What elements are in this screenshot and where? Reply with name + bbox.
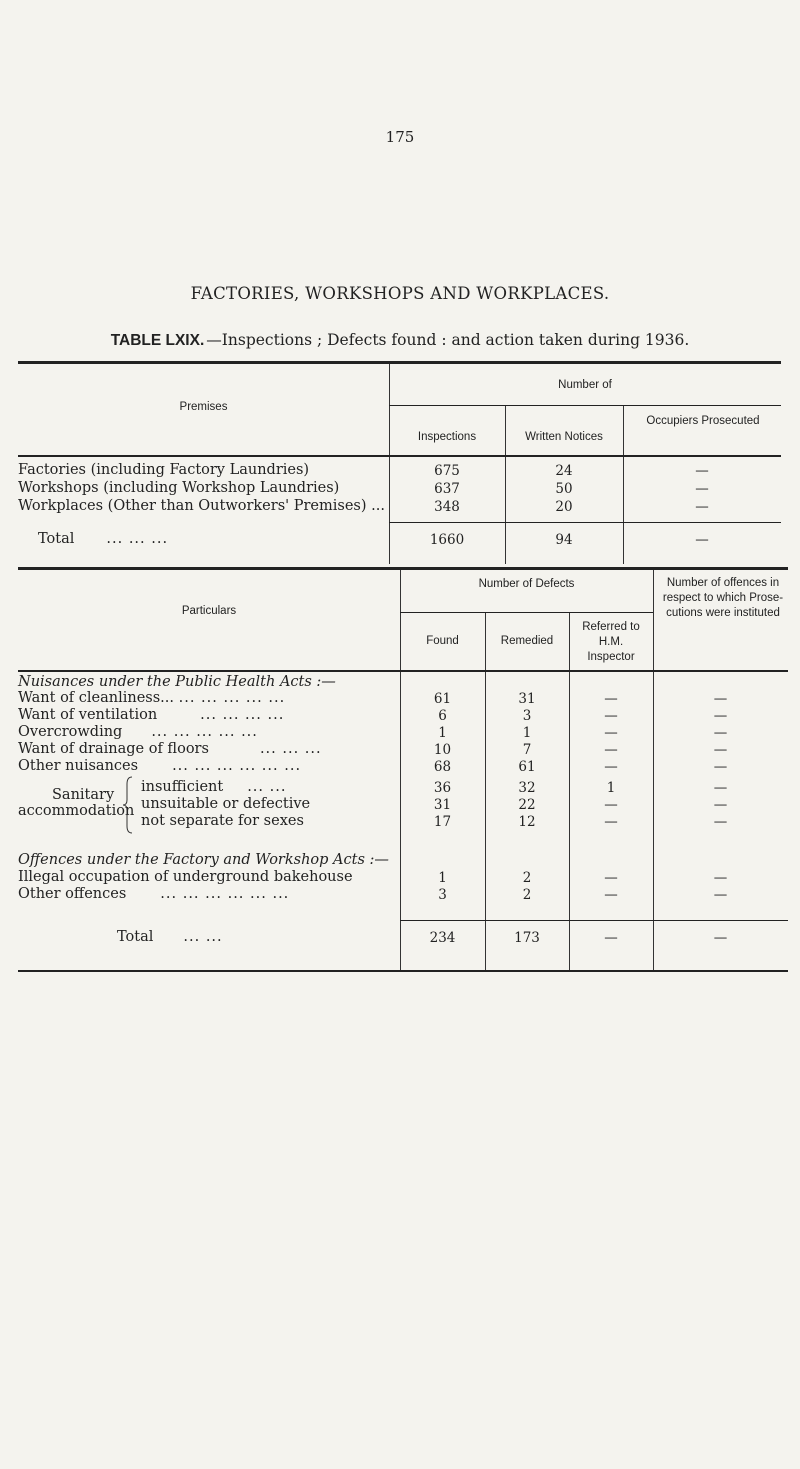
offences-value: —: [713, 759, 728, 775]
notices-total: 94: [555, 532, 573, 548]
found-value: 1: [438, 725, 447, 741]
prosecuted-total: —: [695, 532, 709, 548]
table2-row-label: Want of ventilation ... ... ... ...: [18, 707, 285, 723]
referred-value: —: [604, 797, 618, 813]
inspections-header: Inspections: [417, 431, 477, 443]
table2-row-label: Other offences ... ... ... ... ... ...: [18, 886, 290, 902]
page-title: FACTORIES, WORKSHOPS AND WORKPLACES.: [190, 284, 610, 303]
occupiers-prosecuted-header: Occupiers Prosecuted: [646, 415, 760, 427]
table2-row-label: Want of drainage of floors ... ... ...: [18, 741, 322, 757]
inspections-value: 348: [434, 499, 460, 515]
row-leader: ... ... ... ... ...: [151, 724, 258, 740]
brace-icon: [122, 776, 134, 834]
notices-value: 50: [555, 481, 573, 497]
table2-row-label: Other nuisances ... ... ... ... ... ...: [18, 758, 302, 774]
table2-row-label: Want of cleanliness... ... ... ... ... ...: [18, 690, 286, 706]
referred-value: —: [604, 870, 618, 886]
referred-total: —: [604, 930, 618, 946]
table1-total-label: [38, 531, 168, 547]
referred-value: —: [604, 725, 618, 741]
remedied-value: 22: [518, 797, 536, 813]
found-value: 1: [438, 870, 447, 886]
referred-value: —: [604, 742, 618, 758]
inspections-total: 1660: [429, 532, 465, 548]
found-total: 234: [429, 930, 456, 946]
table1-row-label: Workshops (including Workshop Laundries): [18, 480, 340, 496]
referred-value: —: [604, 759, 618, 775]
found-value: 6: [438, 708, 447, 724]
row-leader: ... ... ... ...: [200, 707, 285, 723]
found-value: 10: [433, 742, 452, 758]
offences-value: —: [713, 780, 728, 796]
offences-value: —: [713, 725, 728, 741]
referred-value: —: [604, 691, 618, 707]
table-caption: [0, 331, 800, 350]
row-leader: ... ...: [247, 779, 287, 795]
table2-top-rule: [18, 567, 788, 570]
sanitary-label: Sanitary: [52, 787, 115, 803]
table2-subheader-rule: [400, 612, 653, 613]
section-heading: Nuisances under the Public Health Acts :—: [18, 674, 336, 690]
offences-header: Number of offences in respect to which Prose-cutions were instituted: [662, 577, 784, 619]
prosecuted-value: —: [695, 481, 709, 497]
referred-value: —: [604, 708, 618, 724]
remedied-header: Remedied: [500, 635, 554, 647]
table2-row-label: not separate for sexes: [141, 813, 304, 829]
found-value: 31: [433, 797, 452, 813]
table-caption-text: —Inspections ; Defects found : and action taken during 1936.: [206, 331, 690, 349]
referred-value: 1: [606, 780, 616, 796]
table1-total-rule: [389, 522, 781, 523]
table2-row-label: Overcrowding ... ... ... ... ...: [18, 724, 258, 740]
referred-header: Referred to H.M. Inspector: [582, 621, 640, 663]
page-number: 175: [385, 128, 415, 146]
row-leader: ... ... ... ... ...: [178, 690, 286, 706]
table2-header-rule: [18, 670, 788, 672]
inspections-value: 637: [434, 481, 460, 497]
table2-row-label: Illegal occupation of underground bakehouse: [18, 869, 353, 885]
table2-divider: [400, 858, 401, 859]
found-value: 36: [433, 780, 452, 796]
total-text: Total: [38, 531, 75, 547]
written-notices-header: Written Notices: [525, 431, 603, 443]
offences-value: —: [713, 797, 728, 813]
section-heading: Offences under the Factory and Workshop Acts :—: [18, 852, 389, 868]
offences-value: —: [713, 870, 728, 886]
referred-value: —: [604, 814, 618, 830]
remedied-value: 12: [518, 814, 536, 830]
notices-value: 24: [555, 463, 573, 479]
total-leader: ... ...: [183, 929, 223, 945]
row-leader: ... ... ...: [259, 741, 322, 757]
remedied-value: 61: [518, 759, 536, 775]
remedied-value: 2: [522, 887, 532, 903]
remedied-value: 7: [522, 742, 532, 758]
defects-header: Number of Defects: [478, 578, 575, 590]
row-leader: ... ... ... ... ... ...: [160, 886, 290, 902]
particulars-header: Particulars: [181, 605, 237, 617]
premises-header: Premises: [179, 401, 228, 413]
table2-row-label: unsuitable or defective: [141, 796, 311, 812]
remedied-value: 2: [522, 870, 532, 886]
sanitary-label: accommodation: [18, 803, 135, 819]
prosecuted-value: —: [695, 499, 709, 515]
remedied-value: 32: [518, 780, 536, 796]
offences-value: —: [713, 814, 728, 830]
remedied-value: 1: [522, 725, 532, 741]
total-text: Total: [117, 929, 154, 945]
found-header: Found: [426, 635, 459, 647]
inspections-value: 675: [434, 463, 460, 479]
remedied-total: 173: [514, 930, 540, 946]
remedied-value: 3: [522, 708, 532, 724]
table2-total-rule: [400, 920, 788, 921]
offences-total: —: [713, 930, 728, 946]
found-value: 17: [433, 814, 452, 830]
notices-value: 20: [555, 499, 573, 515]
table2-total-label: [117, 929, 223, 945]
table1-header-rule: [18, 455, 781, 457]
table1-subheader-rule: [389, 405, 781, 406]
table1-row-label: Factories (including Factory Laundries): [18, 462, 310, 478]
found-value: 68: [433, 759, 452, 775]
table2-bottom-rule: [18, 970, 788, 972]
table1-top-rule: [18, 361, 781, 364]
found-value: 61: [433, 691, 452, 707]
number-of-header: Number of: [558, 379, 612, 391]
found-value: 3: [438, 887, 447, 903]
prosecuted-value: —: [695, 463, 709, 479]
total-leader: ... ... ...: [106, 531, 169, 547]
offences-value: —: [713, 708, 728, 724]
offences-value: —: [713, 691, 728, 707]
row-leader: ... ... ... ... ... ...: [172, 758, 302, 774]
table2-row-label: insufficient ... ...: [141, 779, 287, 795]
remedied-value: 31: [518, 691, 536, 707]
table-caption-label: TABLE LXIX.: [110, 332, 205, 349]
table1-row-label: Workplaces (Other than Outworkers' Premises) ...: [18, 498, 385, 514]
offences-value: —: [713, 742, 728, 758]
offences-value: —: [713, 887, 728, 903]
referred-value: —: [604, 887, 618, 903]
